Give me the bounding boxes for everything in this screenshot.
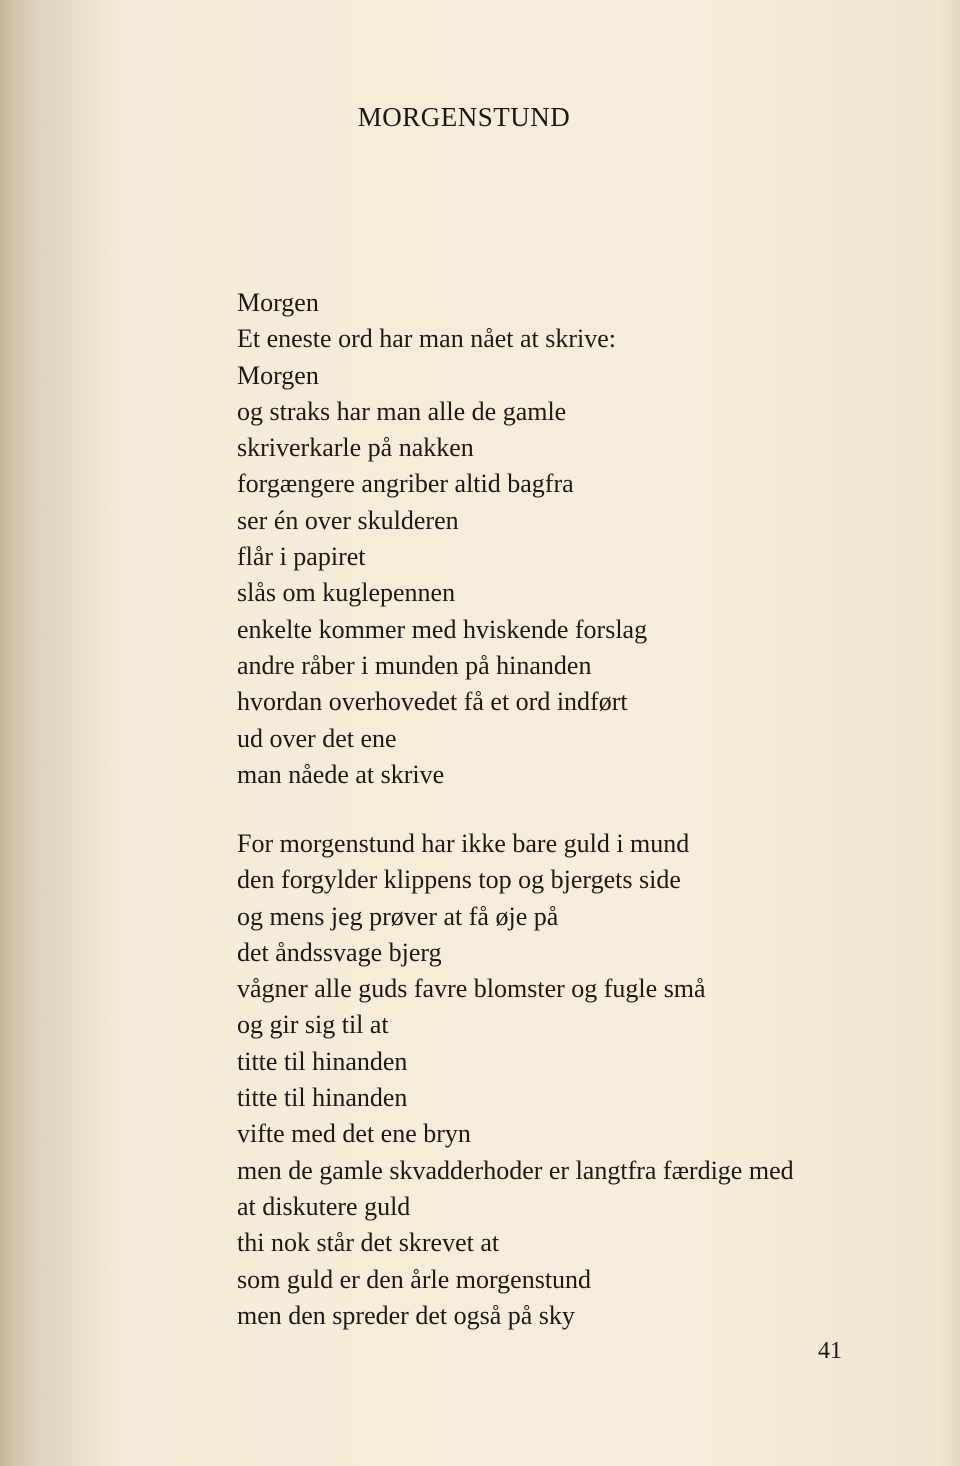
poem-line: man nåede at skrive (237, 759, 445, 789)
poem-line: enkelte kommer med hviskende forslag (237, 614, 648, 644)
poem-line: og straks har man alle de gamle (237, 396, 567, 426)
poem-line: den forgylder klippens top og bjergets side (237, 865, 681, 895)
poem-line: at diskutere guld (237, 1191, 411, 1221)
poem-line: Et eneste ord har man nået at skrive: (237, 324, 617, 354)
poem-line: men den spreder det også på sky (237, 1300, 575, 1330)
poem-line: titte til hinanden (237, 1083, 408, 1113)
poem-line: flår i papiret (237, 542, 366, 572)
poem-line: forgængere angriber altid bagfra (237, 469, 574, 499)
poem-line: ud over det ene (237, 723, 397, 753)
poem-line: andre råber i munden på hinanden (237, 650, 592, 680)
stanza-2 (237, 826, 794, 1334)
poem-line: For morgenstund har ikke bare guld i mund (237, 829, 690, 858)
poem-line: vågner alle guds favre blomster og fugle små (237, 974, 706, 1004)
poem-line: som guld er den årle morgenstund (237, 1264, 592, 1294)
poem-line: thi nok står det skrevet at (237, 1228, 500, 1258)
poem-line: Morgen (237, 360, 319, 390)
poem-line: vifte med det ene bryn (237, 1119, 471, 1149)
poem-line: og gir sig til at (237, 1010, 389, 1040)
stanza-1 (237, 285, 647, 793)
poem-line: ser én over skulderen (237, 505, 459, 535)
poem-line: det åndssvage bjerg (237, 937, 442, 967)
poem-line: Morgen (237, 288, 319, 317)
poem-line: titte til hinanden (237, 1046, 408, 1076)
poem-line: skriverkarle på nakken (237, 433, 474, 463)
poem-line: og mens jeg prøver at få øje på (237, 901, 559, 931)
poem-line: hvordan overhovedet få et ord indført (237, 687, 628, 717)
poem-line: slås om kuglepennen (237, 578, 456, 608)
poem-title: MORGENSTUND (357, 102, 571, 132)
page-number: 41 (818, 1338, 842, 1364)
poem-line: men de gamle skvadderhoder er langtfra færdige med (237, 1155, 794, 1185)
